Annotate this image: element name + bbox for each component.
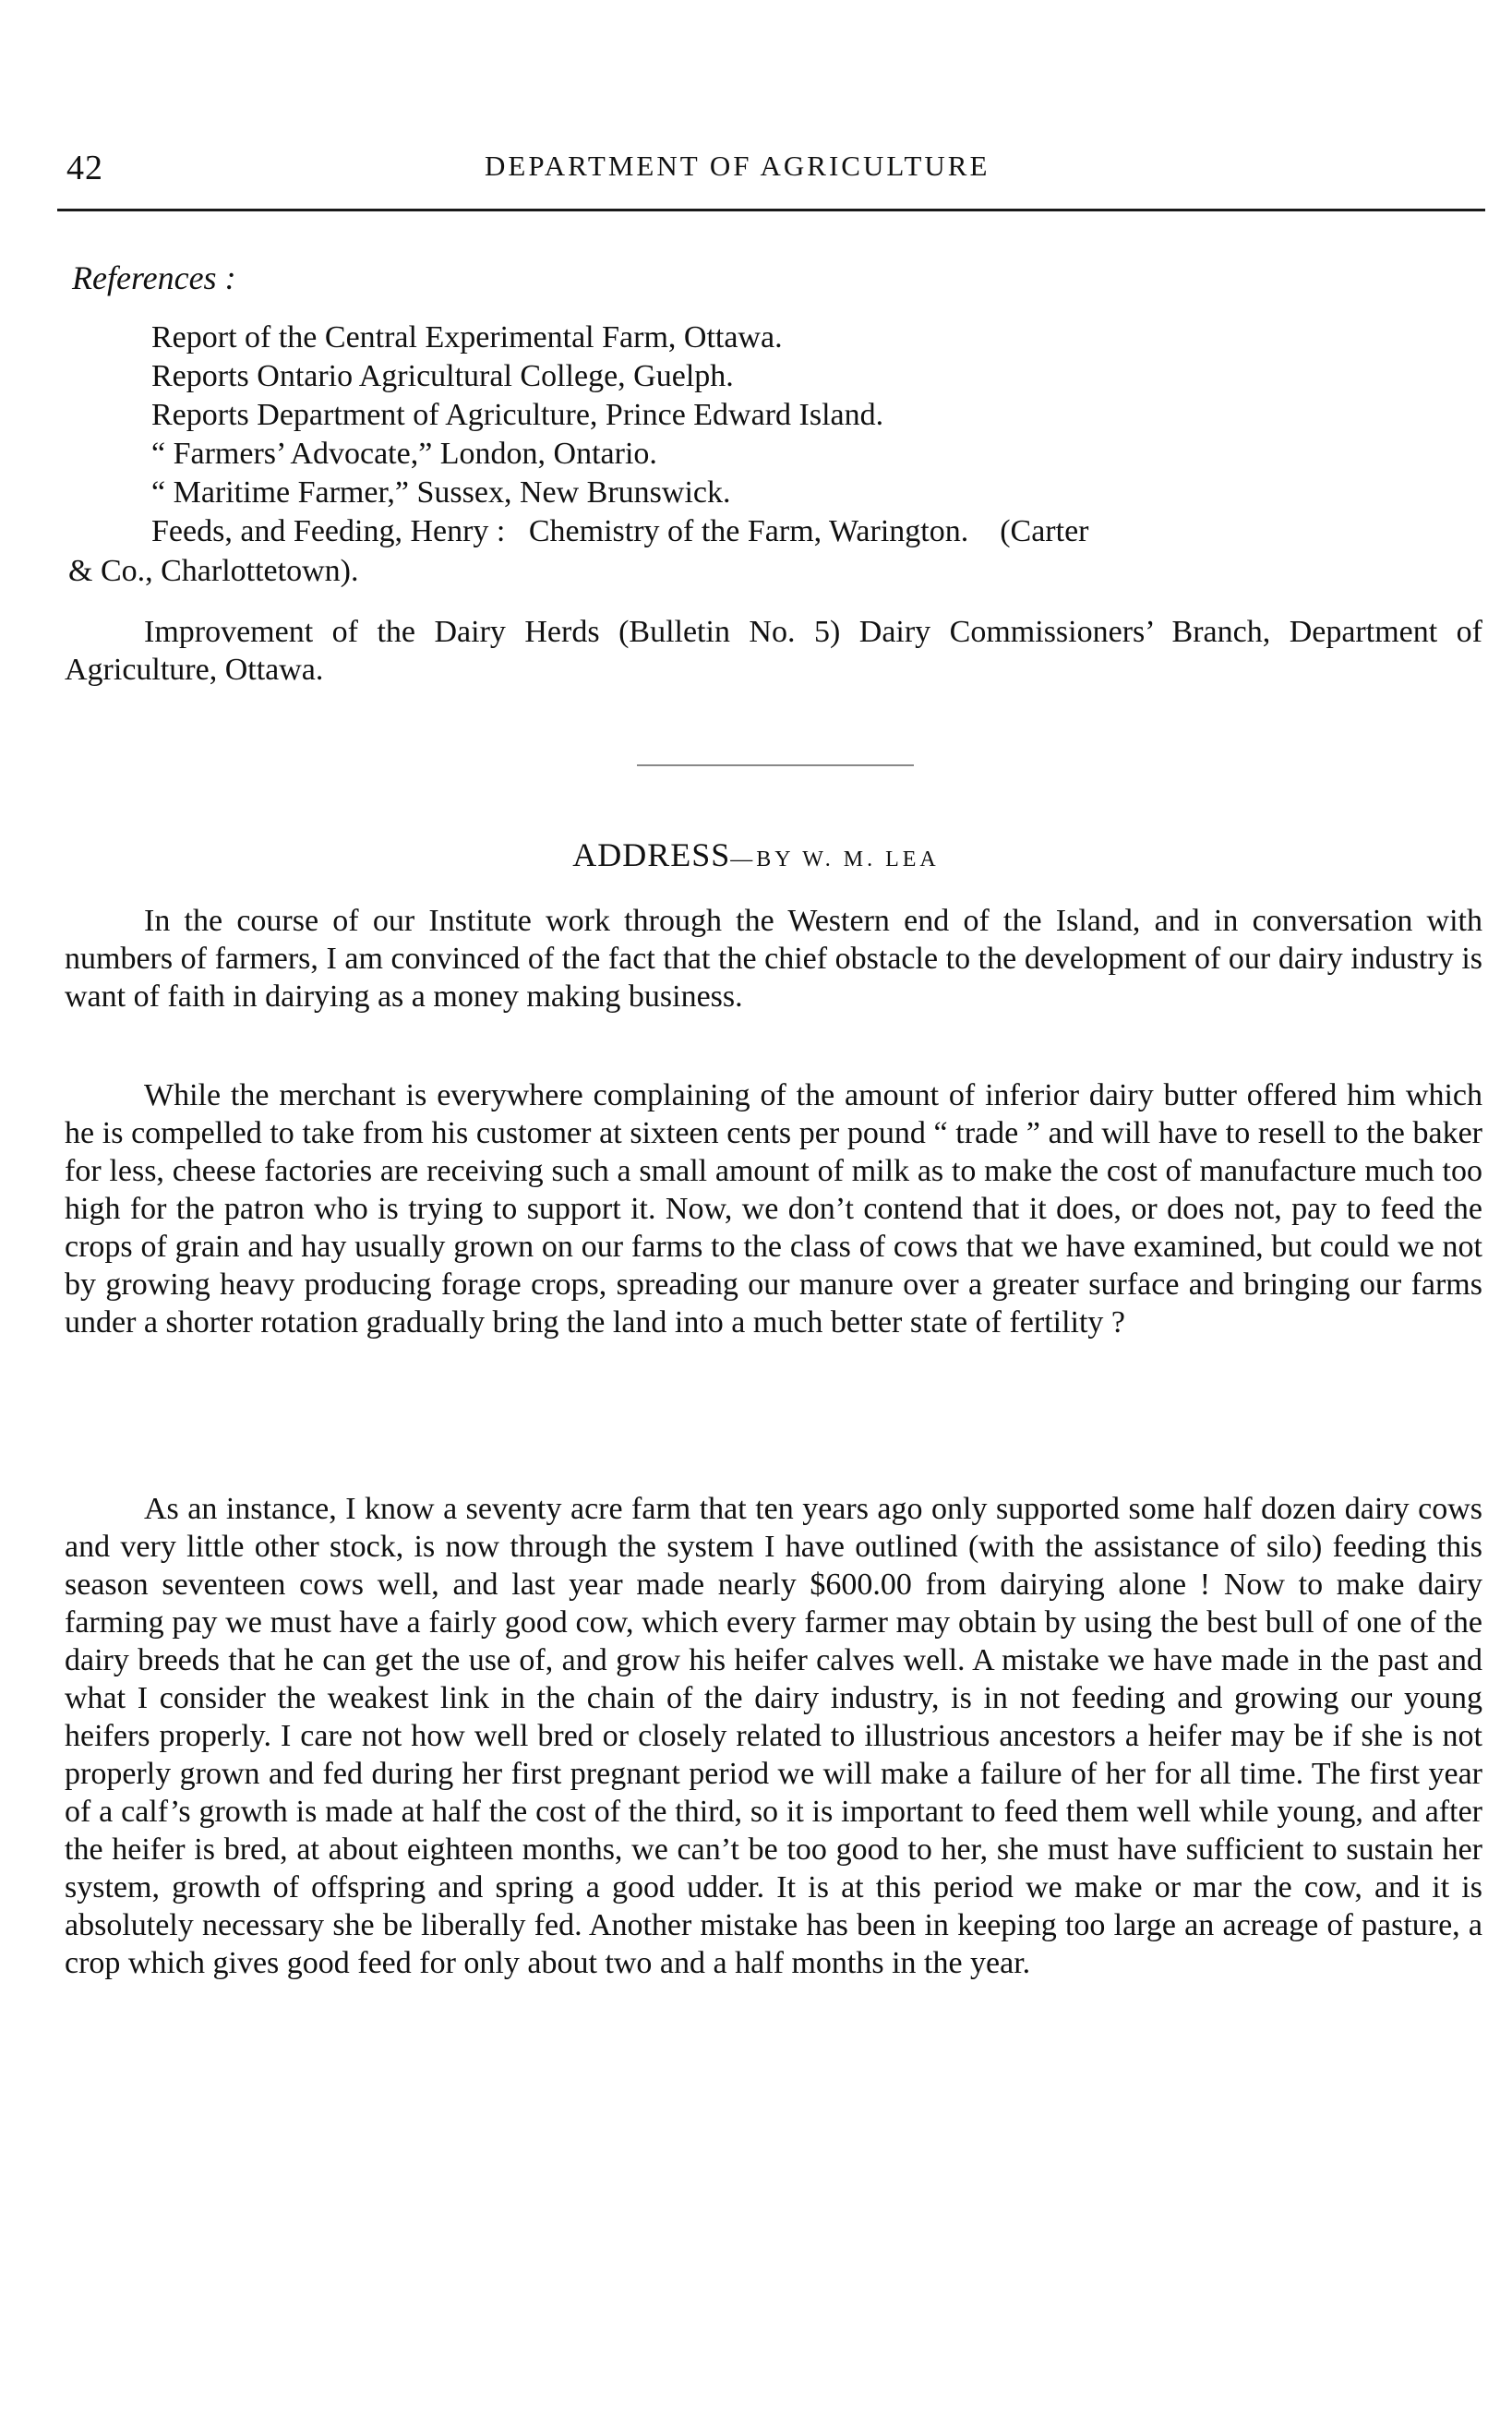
reference-item: Feeds, and Feeding, Henry : Chemistry of the Farm, Warington. (Carter (151, 514, 1089, 548)
address-paragraph: While the merchant is everywhere complaining of the amount of inferior dairy butter offered him which he is compelled to take from his customer at sixteen cents per pound “ trade ” and will have to resell to the baker for less, cheese factories are receiving such a small amount of milk as to make the cost of manufacture much too high for the patron who is trying to support it. Now, we don’t contend that it does, or does not, pay to feed the crops of grain and hay usually grown on our farms to the class of cows that we have examined, but could we not by growing heavy producing forage crops, spreading our manure over a greater surface and bringing our farms under a shorter rotation gradually bring the land into a much better state of fertility ? (65, 1078, 1482, 1340)
reference-item: Reports Department of Agriculture, Prince Edward Island. (151, 398, 884, 432)
page-number: 42 (66, 149, 103, 187)
section-divider (637, 764, 914, 766)
header-rule (57, 209, 1485, 211)
reference-item-continuation: & Co., Charlottetown). (68, 554, 359, 588)
running-head: DEPARTMENT OF AGRICULTURE (485, 150, 990, 182)
references-heading: References : (72, 259, 236, 296)
address-heading (0, 835, 1512, 874)
address-paragraph: In the course of our Institute work through the Western end of the Island, and in conversation with numbers of farmers, I am convinced of the fact that the chief obstacle to the development of our dairy industry is want of faith in dairying as a money making business. (65, 904, 1482, 1014)
reference-dairy-herds: Improvement of the Dairy Herds (Bulletin No. 5) Dairy Commissioners’ Branch, Department of Agriculture, Ottawa. (65, 615, 1482, 687)
reference-item: “ Farmers’ Advocate,” London, Ontario. (151, 437, 657, 471)
address-title: ADDRESS (572, 836, 731, 873)
address-paragraph: As an instance, I know a seventy acre farm that ten years ago only supported some half dozen dairy cows and very little other stock, is now through the system I have outlined (with the assistance of silo) feeding this season seventeen cows well, and last year made nearly $600.00 from dairying alone ! Now to make dairy farming pay we must have a fairly good cow, which every farmer may obtain by using the best bull of one of the dairy breeds that he can get the use of, and grow his heifer calves well. A mistake we have made in the past and what I consider the weakest link in the chain of the dairy industry, is in not feeding and growing our young heifers properly. I care not how well bred or closely related to illustrious ancestors a heifer may be if she is not properly grown and fed during her first pregnant period we will make a failure of her for all time. The first year of a calf’s growth is made at half the cost of the third, so it is important to feed them well while young, and after the heifer is bred, at about eighteen months, we can’t be too good to her, she must have sufficient to sustain her system, growth of offspring and spring a good udder. It is at this period we make or mar the cow, and it is absolutely necessary she be liberally fed. Another mistake has been in keeping too large an acreage of pasture, a crop which gives good feed for only about two and a half months in the year. (65, 1492, 1482, 1980)
reference-item: “ Maritime Farmer,” Sussex, New Brunswick. (151, 475, 731, 510)
reference-item: Reports Ontario Agricultural College, Guelph. (151, 359, 734, 393)
address-byline: —BY W. M. LEA (730, 847, 940, 871)
reference-item: Report of the Central Experimental Farm, Ottawa. (151, 320, 783, 354)
